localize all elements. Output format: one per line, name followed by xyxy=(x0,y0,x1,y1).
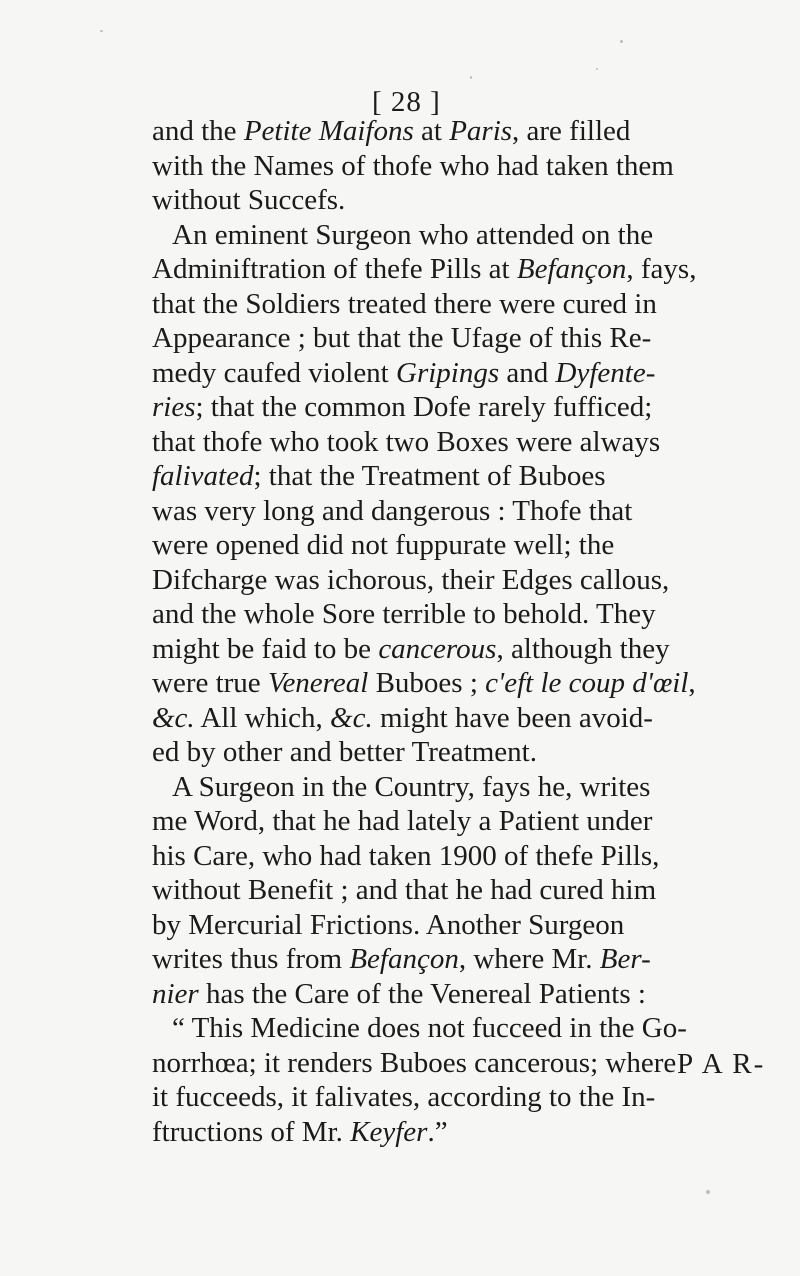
text-run: was very long and dangerous : Thofe that xyxy=(152,494,633,527)
text-line xyxy=(152,1080,800,1115)
text-run: has the Care of the Venereal Patients : xyxy=(198,977,646,1010)
text-run: A Surgeon in the Country, fays he, writes xyxy=(172,770,651,803)
text-line xyxy=(152,1115,800,1150)
text-line xyxy=(152,149,800,184)
text-run: might have been avoid- xyxy=(372,701,653,734)
text-run: and the whole Sore terrible to behold. They xyxy=(152,598,656,630)
italic-text: Befançon xyxy=(516,253,627,285)
paper-speck xyxy=(100,30,103,32)
text-line xyxy=(152,321,800,356)
text-run: at xyxy=(413,115,450,147)
text-line xyxy=(152,804,800,839)
text-line xyxy=(152,528,800,563)
italic-text: cancerous xyxy=(378,632,497,665)
text-run: norrhœa; it renders Buboes cancerous; where xyxy=(152,1046,677,1079)
text-line xyxy=(152,839,800,874)
text-line xyxy=(152,942,800,977)
text-line xyxy=(152,218,800,253)
text-run: and xyxy=(499,356,556,389)
text-run: , are filled xyxy=(512,115,631,147)
text-line xyxy=(152,597,800,632)
italic-text: Gripings xyxy=(396,356,500,389)
italic-text: &c. xyxy=(152,701,195,734)
italic-text: Befançon xyxy=(349,943,459,975)
text-run: ed by other and better Treatment. xyxy=(152,736,537,768)
text-run: , fays, xyxy=(626,253,697,285)
text-line xyxy=(152,425,800,460)
text-line xyxy=(152,770,800,805)
italic-text: Keyfer xyxy=(350,1115,428,1148)
paper-speck xyxy=(620,40,623,43)
text-line xyxy=(152,735,800,770)
text-run: and the xyxy=(152,115,244,147)
text-run: with the Names of thofe who had taken them xyxy=(152,149,674,182)
text-run: without Benefit ; and that he had cured him xyxy=(152,874,657,906)
italic-text: nier xyxy=(152,977,199,1010)
text-run: that thofe who took two Boxes were always xyxy=(152,425,661,458)
text-run: his Care, who had taken 1900 of thefe Pills, xyxy=(152,839,660,872)
text-run: All which, xyxy=(194,701,331,734)
text-run: “ This Medicine does not fucceed in the Go- xyxy=(172,1012,687,1044)
text-run: it fucceeds, it falivates, according to the In- xyxy=(152,1081,656,1113)
text-run: were opened did not fuppurate well; the xyxy=(152,529,615,561)
text-run: , although they xyxy=(496,632,670,665)
italic-text: Paris xyxy=(449,115,513,147)
text-run: might be faid to be xyxy=(152,632,379,665)
text-run: Adminiftration of thefe Pills at xyxy=(152,253,517,285)
italic-text: Petite Maifons xyxy=(243,115,414,147)
text-run: Difcharge was ichorous, their Edges callous, xyxy=(152,563,670,596)
text-line xyxy=(152,666,800,701)
italic-text: ries xyxy=(152,391,196,423)
catchword: P A R- xyxy=(677,1048,766,1080)
text-run: by Mercurial Frictions. Another Surgeon xyxy=(152,908,625,941)
body-text xyxy=(152,114,800,1149)
text-run: ftructions of Mr. xyxy=(152,1115,351,1148)
text-line xyxy=(152,632,800,667)
text-line xyxy=(152,701,800,736)
text-run: medy caufed violent xyxy=(152,356,396,389)
text-run: that the Soldiers treated there were cured in xyxy=(152,287,657,320)
paper-speck xyxy=(470,76,472,79)
text-line xyxy=(152,390,800,425)
text-run: writes thus from xyxy=(152,943,350,975)
text-run: Buboes ; xyxy=(368,667,486,699)
text-line xyxy=(152,1011,800,1046)
text-line xyxy=(152,977,800,1012)
text-run: ; that the common Dofe rarely fufficed; xyxy=(195,391,653,423)
italic-text: falivated xyxy=(152,460,254,492)
text-line xyxy=(152,459,800,494)
paper-speck xyxy=(706,1190,710,1194)
italic-text: c'eft le coup d'œil xyxy=(485,667,689,699)
italic-text: Venereal xyxy=(267,667,369,699)
text-run: without Succefs. xyxy=(152,184,346,216)
text-line xyxy=(152,908,800,943)
text-line xyxy=(152,873,800,908)
text-line xyxy=(152,252,800,287)
text-run: ; that the Treatment of Buboes xyxy=(253,460,606,492)
paper-speck xyxy=(596,68,598,70)
text-line xyxy=(152,114,800,149)
text-run: , xyxy=(688,667,696,699)
text-run: Appearance ; but that the Ufage of this Re- xyxy=(152,322,652,354)
text-line xyxy=(152,356,800,391)
text-run: , where Mr. xyxy=(458,943,600,975)
italic-text: &c. xyxy=(330,701,373,734)
text-line xyxy=(152,183,800,218)
text-line xyxy=(152,287,800,322)
text-run: me Word, that he had lately a Patient under xyxy=(152,805,653,837)
text-run: An eminent Surgeon who attended on the xyxy=(172,218,654,251)
text-run: .” xyxy=(427,1115,448,1148)
text-line xyxy=(152,563,800,598)
italic-text: Dyfente- xyxy=(555,356,656,389)
page-number: [ 28 ] xyxy=(372,86,441,118)
text-line xyxy=(152,494,800,529)
text-run: were true xyxy=(152,667,268,699)
italic-text: Ber- xyxy=(599,943,651,975)
